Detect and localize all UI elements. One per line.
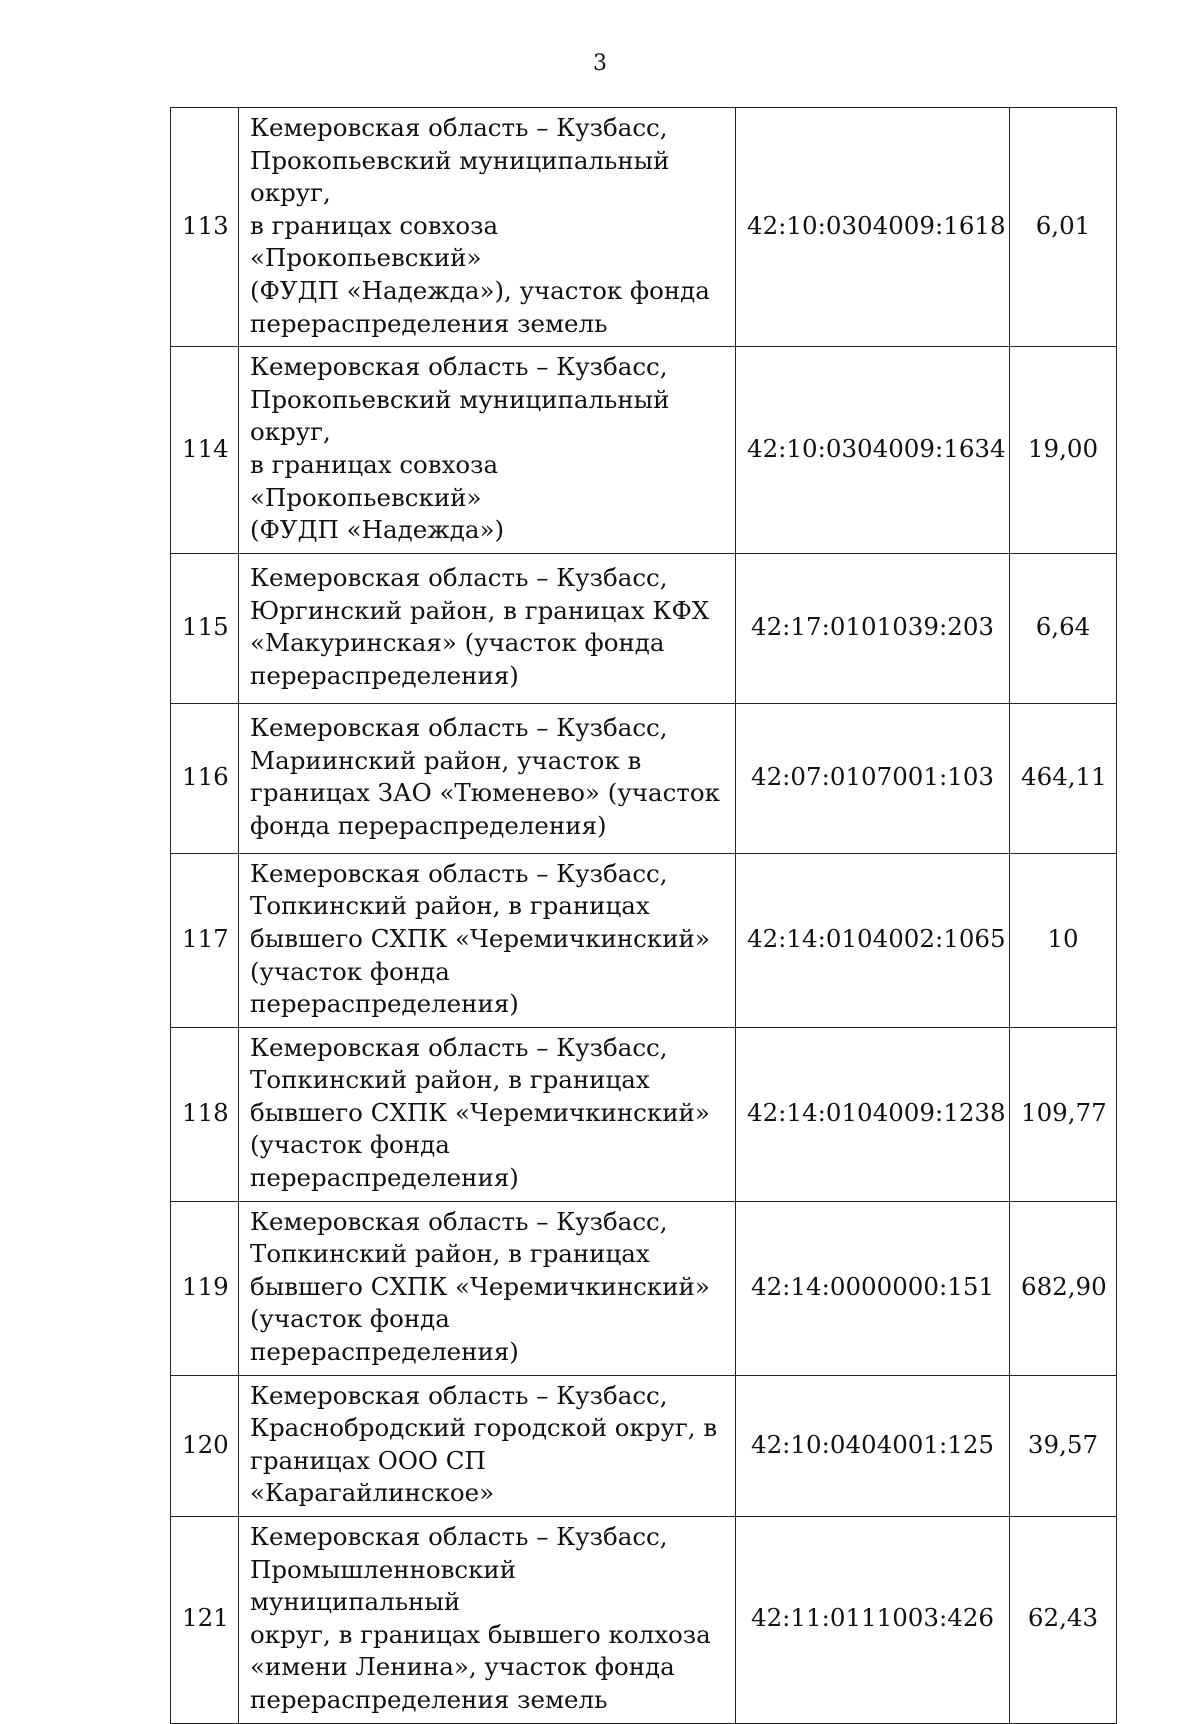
cadastral-number: 42:11:0111003:426 [736, 1517, 1010, 1724]
parcel-area: 39,57 [1010, 1375, 1117, 1516]
row-number: 120 [171, 1375, 239, 1516]
cadastral-number: 42:10:0304009:1634 [736, 347, 1010, 554]
parcel-address: Кемеровская область – Кузбасс, Топкинский район, в границах бывшего СХПК «Черемичкинский» (участок фонда перераспределения) [239, 853, 736, 1027]
parcel-address: Кемеровская область – Кузбасс, Прокопьевский муниципальный округ, в границах совхоза «Прокопьевский» (ФУДП «Надежда») [239, 347, 736, 554]
parcel-address: Кемеровская область – Кузбасс, Краснобродский городской округ, в границах ООО СП «Карагайлинское» [239, 1375, 736, 1516]
cadastral-number: 42:17:0101039:203 [736, 553, 1010, 703]
cadastral-number: 42:10:0404001:125 [736, 1375, 1010, 1516]
parcel-address: Кемеровская область – Кузбасс, Прокопьевский муниципальный округ, в границах совхоза «Прокопьевский» (ФУДП «Надежда»), участок фонда перераспределения земель [239, 108, 736, 347]
cadastral-number: 42:14:0000000:151 [736, 1201, 1010, 1375]
table-row [171, 1517, 1117, 1724]
parcel-area: 6,64 [1010, 553, 1117, 703]
table-row [171, 1201, 1117, 1375]
parcel-area: 10 [1010, 853, 1117, 1027]
parcel-area: 62,43 [1010, 1517, 1117, 1724]
table-row [171, 553, 1117, 703]
row-number: 121 [171, 1517, 239, 1724]
cadastral-number: 42:07:0107001:103 [736, 703, 1010, 853]
parcel-address: Кемеровская область – Кузбасс, Мариинский район, участок в границах ЗАО «Тюменево» (участок фонда перераспределения) [239, 703, 736, 853]
parcel-area: 682,90 [1010, 1201, 1117, 1375]
cadastral-number: 42:10:0304009:1618 [736, 108, 1010, 347]
page-number: 3 [593, 51, 607, 76]
row-number: 115 [171, 553, 239, 703]
parcel-address: Кемеровская область – Кузбасс, Юргинский район, в границах КФХ «Макуринская» (участок фонда перераспределения) [239, 553, 736, 703]
parcel-area: 109,77 [1010, 1027, 1117, 1201]
row-number: 114 [171, 347, 239, 554]
land-parcels-table [170, 107, 1117, 1724]
row-number: 117 [171, 853, 239, 1027]
table-row [171, 108, 1117, 347]
table-row [171, 347, 1117, 554]
parcel-address: Кемеровская область – Кузбасс, Промышленновский муниципальный округ, в границах бывшего колхоза «имени Ленина», участок фонда перераспределения земель [239, 1517, 736, 1724]
row-number: 113 [171, 108, 239, 347]
table-row [171, 1375, 1117, 1516]
parcel-area: 19,00 [1010, 347, 1117, 554]
row-number: 118 [171, 1027, 239, 1201]
row-number: 119 [171, 1201, 239, 1375]
table-row [171, 1027, 1117, 1201]
parcel-area: 464,11 [1010, 703, 1117, 853]
table-row [171, 703, 1117, 853]
row-number: 116 [171, 703, 239, 853]
parcel-address: Кемеровская область – Кузбасс, Топкинский район, в границах бывшего СХПК «Черемичкинский» (участок фонда перераспределения) [239, 1201, 736, 1375]
parcel-area: 6,01 [1010, 108, 1117, 347]
table-row [171, 853, 1117, 1027]
parcel-address: Кемеровская область – Кузбасс, Топкинский район, в границах бывшего СХПК «Черемичкинский» (участок фонда перераспределения) [239, 1027, 736, 1201]
cadastral-number: 42:14:0104009:1238 [736, 1027, 1010, 1201]
cadastral-number: 42:14:0104002:1065 [736, 853, 1010, 1027]
